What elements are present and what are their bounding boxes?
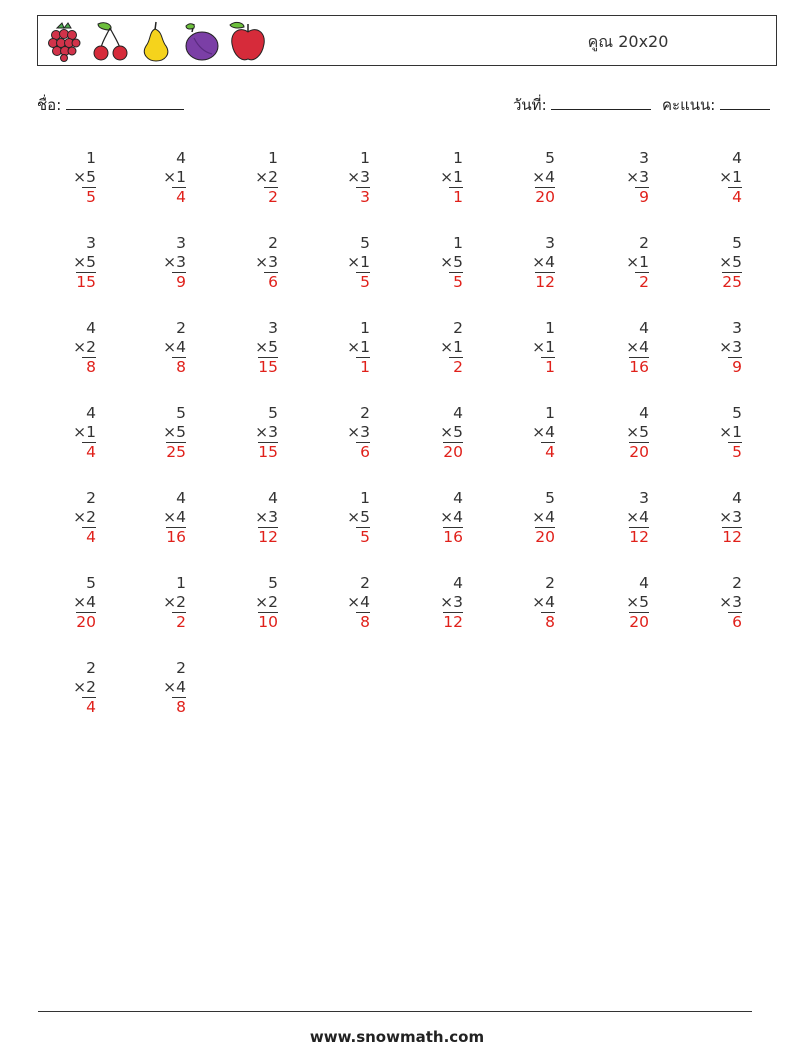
answer: 3 — [356, 187, 370, 206]
apple-icon — [226, 20, 270, 62]
multiplicand: 4 — [453, 404, 463, 422]
problem-card — [609, 234, 649, 291]
answer-row — [515, 272, 555, 291]
problem-card — [330, 489, 370, 546]
problem-card — [423, 574, 463, 631]
answer: 1 — [449, 187, 463, 206]
answer-row — [423, 612, 463, 631]
answer-row — [609, 612, 649, 631]
multiplicand: 5 — [732, 404, 742, 422]
problem-card — [238, 489, 278, 546]
multiplicand: 3 — [268, 319, 278, 337]
multiplier: ×1 — [73, 423, 96, 441]
multiplicand: 3 — [732, 319, 742, 337]
answer-row — [609, 187, 649, 206]
problem-card — [702, 234, 742, 291]
problem-card — [146, 404, 186, 461]
multiplier: ×4 — [532, 593, 555, 611]
multiplier: ×3 — [347, 168, 370, 186]
problem-card — [146, 149, 186, 206]
answer: 20 — [629, 443, 649, 461]
multiplicand: 1 — [360, 489, 370, 507]
multiplier: ×4 — [532, 253, 555, 271]
answer-row — [702, 187, 742, 206]
multiplier: ×2 — [73, 508, 96, 526]
answer: 20 — [443, 443, 463, 461]
answer-row — [423, 187, 463, 206]
pear-icon — [138, 20, 174, 62]
multiplier: ×1 — [440, 338, 463, 356]
answer-row — [56, 272, 96, 291]
score-field — [662, 93, 770, 117]
answer-row — [609, 357, 649, 376]
problem-card — [515, 319, 555, 376]
footer-rule — [38, 1011, 752, 1012]
multiplicand: 4 — [639, 574, 649, 592]
problem-card — [702, 404, 742, 461]
cherry-icon — [90, 20, 130, 62]
answer-row — [56, 527, 96, 546]
answer-row — [330, 527, 370, 546]
footer-site: www.snowmath.com — [309, 1028, 485, 1046]
multiplier: ×4 — [440, 508, 463, 526]
multiplicand: 1 — [360, 319, 370, 337]
multiplicand: 2 — [176, 659, 186, 677]
multiplicand: 2 — [176, 319, 186, 337]
name-field — [37, 93, 184, 117]
answer: 5 — [356, 272, 370, 291]
answer: 20 — [629, 613, 649, 631]
answer: 5 — [728, 442, 742, 461]
answer-row — [702, 272, 742, 291]
answer-row — [238, 527, 278, 546]
multiplier: ×3 — [163, 253, 186, 271]
problem-card — [146, 234, 186, 291]
multiplier: ×5 — [73, 168, 96, 186]
answer-row — [238, 442, 278, 461]
multiplier: ×4 — [532, 168, 555, 186]
problem-card — [515, 489, 555, 546]
answer: 20 — [76, 613, 96, 631]
multiplier: ×1 — [347, 253, 370, 271]
multiplicand: 4 — [639, 404, 649, 422]
answer-row — [515, 527, 555, 546]
answer: 4 — [82, 527, 96, 546]
problem-card — [330, 319, 370, 376]
answer: 20 — [535, 528, 555, 546]
answer: 6 — [356, 442, 370, 461]
answer-row — [146, 697, 186, 716]
multiplicand: 1 — [453, 149, 463, 167]
answer-row — [515, 187, 555, 206]
answer-row — [238, 357, 278, 376]
multiplier: ×2 — [255, 168, 278, 186]
answer: 16 — [443, 528, 463, 546]
multiplier: ×1 — [626, 253, 649, 271]
answer: 25 — [722, 273, 742, 291]
multiplier: ×5 — [163, 423, 186, 441]
multiplicand: 1 — [453, 234, 463, 252]
problem-card — [56, 149, 96, 206]
multiplier: ×5 — [73, 253, 96, 271]
answer-row — [56, 612, 96, 631]
problem-card — [56, 574, 96, 631]
multiplier: ×2 — [163, 593, 186, 611]
answer-row — [515, 612, 555, 631]
multiplicand: 3 — [639, 489, 649, 507]
answer: 1 — [541, 357, 555, 376]
problem-card — [702, 489, 742, 546]
answer-row — [702, 527, 742, 546]
problem-card — [702, 319, 742, 376]
answer-row — [515, 442, 555, 461]
multiplier: ×3 — [440, 593, 463, 611]
problem-card — [702, 574, 742, 631]
multiplier: ×4 — [347, 593, 370, 611]
problem-card — [609, 149, 649, 206]
problem-card — [515, 404, 555, 461]
raspberry-icon — [46, 20, 82, 62]
answer-row — [146, 272, 186, 291]
problem-card — [238, 149, 278, 206]
problem-card — [238, 574, 278, 631]
problem-card — [515, 234, 555, 291]
multiplicand: 3 — [176, 234, 186, 252]
answer-row — [423, 272, 463, 291]
multiplier: ×4 — [626, 338, 649, 356]
answer-row — [56, 357, 96, 376]
multiplier: ×1 — [440, 168, 463, 186]
header-box — [37, 15, 777, 66]
multiplier: ×4 — [163, 678, 186, 696]
answer: 25 — [166, 443, 186, 461]
multiplicand: 4 — [453, 574, 463, 592]
multiplicand: 2 — [360, 404, 370, 422]
answer: 8 — [356, 612, 370, 631]
answer: 6 — [264, 272, 278, 291]
problem-card — [423, 489, 463, 546]
answer-row — [423, 442, 463, 461]
answer: 2 — [172, 612, 186, 631]
multiplicand: 5 — [86, 574, 96, 592]
answer-row — [609, 272, 649, 291]
multiplier: ×4 — [532, 508, 555, 526]
answer-row — [238, 187, 278, 206]
answer: 8 — [172, 357, 186, 376]
multiplier: ×5 — [719, 253, 742, 271]
problem-card — [515, 149, 555, 206]
answer: 15 — [258, 358, 278, 376]
multiplicand: 1 — [360, 149, 370, 167]
answer: 4 — [172, 187, 186, 206]
multiplicand: 1 — [176, 574, 186, 592]
problem-card — [609, 319, 649, 376]
problem-card — [146, 574, 186, 631]
multiplier: ×3 — [255, 423, 278, 441]
answer: 10 — [258, 613, 278, 631]
answer-row — [609, 442, 649, 461]
multiplicand: 5 — [732, 234, 742, 252]
answer: 12 — [443, 613, 463, 631]
multiplier: ×1 — [347, 338, 370, 356]
answer-row — [515, 357, 555, 376]
answer-row — [330, 187, 370, 206]
answer-row — [56, 187, 96, 206]
answer-row — [423, 357, 463, 376]
answer: 9 — [728, 357, 742, 376]
multiplicand: 2 — [453, 319, 463, 337]
problem-card — [423, 319, 463, 376]
multiplier: ×3 — [255, 508, 278, 526]
multiplicand: 4 — [453, 489, 463, 507]
problem-card — [56, 234, 96, 291]
answer: 5 — [356, 527, 370, 546]
problem-card — [423, 234, 463, 291]
answer: 12 — [258, 528, 278, 546]
date-field — [513, 93, 651, 117]
multiplicand: 3 — [545, 234, 555, 252]
multiplicand: 4 — [176, 489, 186, 507]
multiplier: ×1 — [719, 423, 742, 441]
answer-row — [330, 612, 370, 631]
multiplier: ×1 — [532, 338, 555, 356]
answer: 15 — [258, 443, 278, 461]
problem-card — [56, 319, 96, 376]
problem-card — [330, 404, 370, 461]
answer: 5 — [449, 272, 463, 291]
multiplier: ×1 — [719, 168, 742, 186]
answer: 12 — [722, 528, 742, 546]
answer-row — [56, 442, 96, 461]
multiplicand: 2 — [86, 659, 96, 677]
problem-card — [330, 574, 370, 631]
multiplier: ×5 — [626, 423, 649, 441]
problem-card — [238, 234, 278, 291]
answer: 9 — [172, 272, 186, 291]
answer: 4 — [541, 442, 555, 461]
multiplicand: 4 — [86, 404, 96, 422]
multiplicand: 1 — [86, 149, 96, 167]
multiplicand: 2 — [639, 234, 649, 252]
score-blank[interactable] — [720, 96, 770, 110]
answer-row — [330, 442, 370, 461]
date-blank[interactable] — [551, 96, 651, 110]
plum-icon — [180, 20, 222, 62]
multiplier: ×3 — [626, 168, 649, 186]
multiplicand: 5 — [268, 404, 278, 422]
answer-row — [146, 442, 186, 461]
multiplier: ×1 — [163, 168, 186, 186]
answer: 20 — [535, 188, 555, 206]
multiplicand: 2 — [545, 574, 555, 592]
answer: 2 — [635, 272, 649, 291]
answer-row — [146, 357, 186, 376]
problem-card — [330, 149, 370, 206]
problem-card — [56, 489, 96, 546]
multiplier: ×5 — [347, 508, 370, 526]
multiplicand: 4 — [639, 319, 649, 337]
multiplier: ×2 — [255, 593, 278, 611]
multiplier: ×5 — [626, 593, 649, 611]
multiplier: ×4 — [73, 593, 96, 611]
answer-row — [146, 527, 186, 546]
date-label: วันที่: — [513, 96, 547, 114]
answer-row — [330, 272, 370, 291]
multiplicand: 2 — [86, 489, 96, 507]
problem-card — [56, 404, 96, 461]
answer-row — [330, 357, 370, 376]
problem-card — [238, 404, 278, 461]
multiplier: ×2 — [73, 338, 96, 356]
multiplier: ×3 — [347, 423, 370, 441]
answer: 2 — [264, 187, 278, 206]
answer-row — [56, 697, 96, 716]
answer-row — [146, 612, 186, 631]
answer-row — [702, 612, 742, 631]
multiplier: ×4 — [532, 423, 555, 441]
multiplier: ×5 — [440, 253, 463, 271]
answer-row — [702, 442, 742, 461]
answer-row — [423, 527, 463, 546]
problem-card — [330, 234, 370, 291]
multiplier: ×3 — [719, 508, 742, 526]
answer: 2 — [449, 357, 463, 376]
problem-card — [56, 659, 96, 716]
multiplicand: 5 — [545, 489, 555, 507]
problem-card — [238, 319, 278, 376]
score-label: คะแนน: — [662, 96, 716, 114]
multiplicand: 4 — [732, 489, 742, 507]
multiplicand: 5 — [545, 149, 555, 167]
multiplicand: 2 — [732, 574, 742, 592]
multiplicand: 4 — [732, 149, 742, 167]
problem-card — [146, 659, 186, 716]
problem-card — [423, 404, 463, 461]
problem-card — [146, 319, 186, 376]
multiplicand: 4 — [176, 149, 186, 167]
answer: 5 — [82, 187, 96, 206]
answer: 12 — [535, 273, 555, 291]
answer: 4 — [82, 442, 96, 461]
problem-card — [609, 404, 649, 461]
answer: 16 — [629, 358, 649, 376]
problem-card — [515, 574, 555, 631]
answer-row — [609, 527, 649, 546]
answer-row — [146, 187, 186, 206]
multiplier: ×5 — [440, 423, 463, 441]
multiplicand: 3 — [86, 234, 96, 252]
multiplier: ×5 — [255, 338, 278, 356]
multiplicand: 3 — [639, 149, 649, 167]
multiplier: ×3 — [719, 593, 742, 611]
answer: 1 — [356, 357, 370, 376]
multiplicand: 1 — [545, 404, 555, 422]
multiplier: ×4 — [163, 338, 186, 356]
answer: 6 — [728, 612, 742, 631]
answer-row — [238, 612, 278, 631]
multiplicand: 1 — [545, 319, 555, 337]
answer: 16 — [166, 528, 186, 546]
multiplier: ×3 — [255, 253, 278, 271]
problem-card — [702, 149, 742, 206]
name-blank[interactable] — [66, 96, 184, 110]
answer: 4 — [82, 697, 96, 716]
answer: 4 — [728, 187, 742, 206]
multiplier: ×4 — [163, 508, 186, 526]
multiplicand: 5 — [268, 574, 278, 592]
problem-card — [609, 574, 649, 631]
multiplicand: 2 — [268, 234, 278, 252]
multiplier: ×3 — [719, 338, 742, 356]
answer: 8 — [541, 612, 555, 631]
multiplicand: 2 — [360, 574, 370, 592]
multiplier: ×2 — [73, 678, 96, 696]
multiplicand: 5 — [360, 234, 370, 252]
answer: 9 — [635, 187, 649, 206]
problem-card — [609, 489, 649, 546]
multiplicand: 1 — [268, 149, 278, 167]
problem-card — [423, 149, 463, 206]
multiplicand: 4 — [86, 319, 96, 337]
answer: 15 — [76, 273, 96, 291]
sheet-title: คูณ 20x20 — [587, 32, 669, 51]
answer-row — [702, 357, 742, 376]
answer: 8 — [82, 357, 96, 376]
answer: 12 — [629, 528, 649, 546]
multiplicand: 5 — [176, 404, 186, 422]
answer-row — [238, 272, 278, 291]
multiplicand: 4 — [268, 489, 278, 507]
problem-card — [146, 489, 186, 546]
multiplier: ×4 — [626, 508, 649, 526]
answer: 8 — [172, 697, 186, 716]
name-label: ชื่อ: — [37, 96, 62, 114]
